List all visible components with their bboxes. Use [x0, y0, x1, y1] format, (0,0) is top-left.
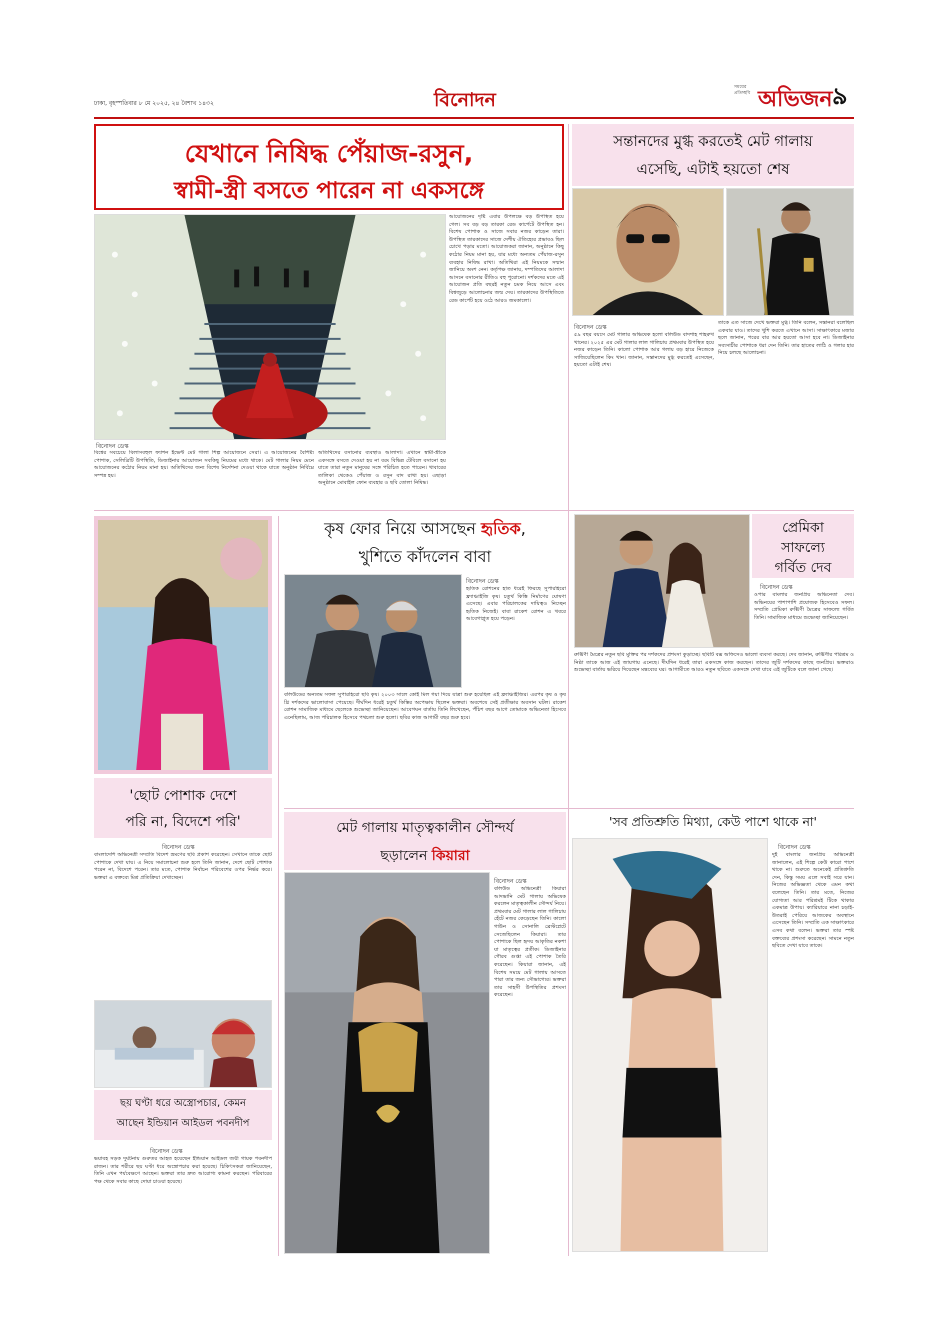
srk-title-line2: এসেছি, এটাই হয়তো শেষ [636, 160, 790, 178]
pawandeep-body: ভয়াবহ সড়ক দুর্ঘটনায় গুরুতর আহত হয়েছেন ইন্ডিয়ান আইডল জয়ী গায়ক পবনদীপ রাজন। তার শরীরে ছয় ঘণ্টা ধরে অস্ত্রোপচার করা হয়েছে। চিকিৎসকরা জানিয়েছেন, তিনি এখন পর্যবেক্ষণে আছেন। ভক্তরা তার দ্রুত আরোগ্য কামনা করছেন। পরিবারের পক্ষ থেকে সবার কাছে দোয়া চাওয়া হয়েছে। [94, 1156, 272, 1185]
section-divider-top [94, 510, 854, 511]
kiara-body: বলিউড অভিনেত্রী কিয়ারা আদভানি মেট গালায় অভিষেক করলেন মাতৃত্বকালীন সৌন্দর্য নিয়ে। প্রথমবার মেট গালার লাল গালিচায় হেঁটে নজর কেড়েছেন তিনি। কালো গাউন ও সোনালি ব্রেস্টপ্লেটে সেজেছিলেন কিয়ারা। তার পোশাকে ছিল হৃদয় আকৃতির নকশা যা মাতৃত্বের প্রতীক। ডিজাইনার গৌরব গুপ্তা এই পোশাক তৈরি করেছেন। কিয়ারা জানান, এই বিশেষ সময়ে মেট গালায় আসতে পারা তার জন্য সৌভাগ্যের। ভক্তরা তার সাহসী উপস্থিতির প্রশংসা করেছেন। [494, 886, 566, 999]
column-rule-left [278, 516, 279, 1256]
brand-name: অভিজন [758, 86, 833, 112]
masthead-rule [94, 117, 854, 119]
subhashree-byline: বিনোদন ডেস্ক [778, 844, 811, 851]
pawandeep-title-line2: আছেন ইন্ডিয়ান আইডল পবনদীপ [116, 1118, 250, 1129]
subhashree-photo [572, 838, 768, 1252]
krrish-photo [284, 574, 462, 688]
dev-byline: বিনোদন ডেস্ক [760, 584, 793, 591]
brand-tagline: সময়ের প্রতিচ্ছবি [734, 85, 751, 96]
lead-column-right: আয়োজনের দৃষ্টি এবার উপলক্ষে বড় উপস্থিত হয়ে গেল। সব বড় বড় তারকা রেড কার্পেটে উপস্থিত হন। বিশেষ পোশাক ও সাজে সবার নজর কাড়েন তারা। উপস্থিত তারকাদের সাজে দেশীয় ঐতিহ্যের প্রভাবও ছিল চোখে পড়ার মতো। আয়োজকরা জানান, অনুষ্ঠানে কিছু কঠোর নিয়ম মানা হয়, যার মধ্যে অন্যতম পেঁয়াজ-রসুন ব্যবহার নিষিদ্ধ রাখা। অতিথিরা এই নিয়মকে সম্মান জানিয়ে অংশ নেন। কর্তৃপক্ষ জানায়, দম্পতিদের আলাদা আসনে বসানোর রীতিও বহু পুরোনো। দর্শকদের মতে এই আয়োজন প্রতি বছরই নতুন চমক নিয়ে আসে এবং বিশ্বজুড়ে আলোচনার জন্ম দেয়। তারকাদের উপস্থিতিতে রেড কার্পেট হয়ে ওঠে আরও জমকালো। [449, 214, 564, 304]
krrish-headline [284, 514, 566, 570]
lead-title-line2: স্বামী-স্ত্রী বসতে পারেন না একসঙ্গে [173, 178, 485, 204]
lead-photo-metgala-stairs [94, 214, 446, 440]
pawandeep-title-line1: ছয় ঘণ্টা ধরে অস্ত্রোপচার, কেমন [120, 1098, 246, 1109]
lead-photo-caption: বিনোদন ডেস্ক [96, 443, 129, 450]
pawandeep-photo [94, 1000, 272, 1088]
priyanka-photo [94, 516, 272, 774]
dev-title-line2: সাফল্যে [781, 540, 825, 556]
dev-headline-box [752, 514, 854, 578]
subhashree-headline: 'সব প্রতিশ্রুতি মিথ্যা, কেউ পাশে থাকে না' [609, 814, 817, 829]
dev-title-line1: প্রেমিকা [782, 520, 824, 536]
priyanka-title-line2: পরি না, বিদেশে পরি' [125, 814, 241, 830]
dev-photo [574, 514, 750, 648]
srk-photo-fullbody [726, 188, 854, 316]
lead-column-bottom-2: অতিথিদের বসানোর ব্যবস্থাও আলাদা। এখানে স্বামী-স্ত্রীকে একসঙ্গে বসতে দেওয়া হয় না বরং বিভিন্ন টেবিলে বসানো হয় যাতে তারা নতুন মানুষের সঙ্গে পরিচিত হতে পারেন। খাবারের তালিকা থেকেও পেঁয়াজ ও রসুন বাদ রাখা হয়। এছাড়া অনুষ্ঠানে মোবাইল ফোন ব্যবহার ও ছবি তোলা নিষিদ্ধ। [318, 450, 446, 487]
lead-title-line1: যেখানে নিষিদ্ধ পেঁয়াজ-রসুন, [184, 139, 474, 168]
dev-title-line3: গর্বিত দেব [774, 560, 832, 576]
kiara-byline: বিনোদন ডেস্ক [494, 878, 527, 885]
krrish-byline: বিনোদন ডেস্ক [466, 578, 499, 585]
kiara-title-line1: মেট গালায় মাতৃত্বকালীন সৌন্দর্য [336, 820, 514, 836]
krrish-column-1: হৃতিক রোশনের হাত ধরেই ফিরছে সুপারহিরো ফ্র্যাঞ্চাইজি কৃষ। চতুর্থ কিস্তি নির্মাণের ঘোষণা এসেছে। এবার পরিচালকের দায়িত্বও নিচ্ছেন হৃতিক নিজেই। বাবা রাকেশ রোশন এ খবরে আবেগাপ্লুত হয়ে পড়েন। [466, 586, 566, 623]
krrish-title-part1: কৃষ ফোর নিয়ে আসছেন [324, 519, 482, 538]
srk-byline: বিনোদন ডেস্ক [574, 324, 607, 331]
lead-headline-box [94, 124, 564, 210]
srk-title-line1: সন্তানদের মুগ্ধ করতেই মেট গালায় [613, 132, 813, 150]
krrish-title-comma: , [520, 519, 526, 538]
kiara-headline-box [284, 812, 566, 870]
srk-photo-portrait [572, 188, 724, 316]
lead-column-bottom: বিশ্বের সবচেয়ে বিলাসবহুল ফ্যাশন ইভেন্ট মেট গালা শিল্প আয়োজনে সেরা। এ আয়োজনের বৈশিষ্ট্য পোশাক, সেলিব্রিটি উপস্থিতি, ডিজাইনার আয়োজন সবকিছু নিয়মের মধ্যে থাকে। মেট গালার নিয়ম মেনে আয়োজনের কঠোর নিয়ম মানা হয়। অতিথিদের জন্য বিশেষ নির্দেশনা দেওয়া থাকে যাতে অনুষ্ঠান নির্বিঘ্নে সম্পন্ন হয়। [94, 450, 314, 479]
srk-column-1: ৫৯ বছর বয়সে মেট গালার অভিষেক হলো বলিউড বাদশাহ শাহরুখ খানের। ২০২৫ এর মেট গালার লাল গালিচায় প্রথমবার উপস্থিত হয়ে নজর কাড়েন তিনি। কালো পোশাক আর গলায় বড় হারে নিজেকে সাজিয়েছিলেন কিং খান। জানান, সন্তানদের মুগ্ধ করতেই এসেছেন, হয়তো এটাই শেষ। [574, 332, 714, 369]
section-divider-middle [284, 808, 854, 809]
masthead [94, 80, 854, 118]
kiara-photo [284, 872, 490, 1254]
srk-column-2: তাকে এত সাজে দেখে ভক্তরা মুগ্ধ। তিনি বলেন, সন্তানরা বলেছিল একবার যাও। তাদের খুশি করতে এখানে আসা। সাক্ষাৎকারে মজার ছলে জানান, পরের বার আর হয়তো আসা হবে না। ডিজাইনার সব্যসাচীর পোশাকে ধরা দেন তিনি। তার হাতের লাঠি ও গলার হার নিয়ে চলছে আলোচনা। [718, 320, 854, 357]
brand-logo [734, 82, 834, 114]
priyanka-title-line1: 'ছোট পোশাক দেশে [129, 788, 237, 804]
krrish-title-line1 [284, 516, 566, 543]
krrish-title-hrithik: হৃতিক [481, 519, 521, 538]
dev-body: রুক্মিণী মৈত্রের নতুন ছবি মুক্তির পর দর্শকদের প্রশংসা কুড়াচ্ছে। ছবিটি বক্স অফিসেও ভালো ব্যবসা করছে। দেব জানান, রুক্মিণীর পরিশ্রম ও নিষ্ঠা তাকে আজ এই জায়গায় এনেছে। দীর্ঘদিন ধরেই তারা একসঙ্গে কাজ করছেন। তাদের জুটি দর্শকদের কাছে জনপ্রিয়। ভক্তরাও শুভেচ্ছা বার্তায় ভরিয়ে দিয়েছেন মন্তব্যের ঘর। আগামীতে আরও নতুন ছবিতে একসঙ্গে দেখা যাবে এই জুটিকে বলে জানা গেছে। [574, 652, 854, 674]
page-number: ৯ [832, 81, 848, 110]
priyanka-byline: বিনোদন ডেস্ক [162, 844, 195, 851]
column-rule-center [568, 124, 569, 1256]
srk-headline-box [572, 124, 854, 186]
section-title: বিনোদন [434, 89, 496, 111]
kiara-title-name: কিয়ারা [431, 848, 470, 864]
priyanka-headline-box [94, 778, 272, 838]
kiara-title-part1: ছড়ালেন [380, 848, 432, 864]
krrish-body: বলিউডের অন্যতম সফল সুপারহিরো ছবি কৃষ। ২০০৩ সালে কোই মিল গয়া দিয়ে যাত্রা শুরু হয়েছিল এই ফ্র্যাঞ্চাইজির। এরপর কৃষ ও কৃষ থ্রি দর্শকদের ভালোবাসা পেয়েছে। দীর্ঘদিন ধরেই চতুর্থ কিস্তির অপেক্ষায় ছিলেন ভক্তরা। অবশেষে সেই প্রতীক্ষার অবসান ঘটল। রাকেশ রোশন সামাজিক মাধ্যমে ছেলেকে শুভেচ্ছা জানিয়েছেন। আবেগঘন বার্তায় তিনি লিখেছেন, পঁচিশ বছর আগে তোমাকে অভিনেতা হিসেবে এনেছিলাম, আজ পরিচালক হিসেবে পথচলা শুরু হলো। ছবির কাজ আগামী বছর শুরু হবে। [284, 692, 566, 721]
subhashree-body: দুই বাংলার জনপ্রিয় অভিনেত্রী জানালেন, এই শিল্পে কেউ কারো পাশে থাকে না। শুরুতে অনেকেই প্রতিশ্রুতি দেন, কিন্তু সময় এলে সবাই সরে যান। নিজের অভিজ্ঞতা থেকে এমন কথা বলেছেন তিনি। তার মতে, নিজের যোগ্যতা আর পরিশ্রমই টিকে থাকার একমাত্র উপায়। ক্যারিয়ারে নানা চড়াই-উতরাই পেরিয়ে আজকের অবস্থানে এসেছেন তিনি। সম্প্রতি এক সাক্ষাৎকারে এসব কথা বলেন। ভক্তরা তার স্পষ্ট বক্তব্যের প্রশংসা করেছেন। সামনে নতুন ছবিতে দেখা যাবে তাকে। [772, 852, 854, 950]
dev-column-1: ওপার বাংলার জনপ্রিয় অভিনেতা দেব। অভিনয়ের পাশাপাশি প্রযোজক হিসেবেও সফল। সম্প্রতি প্রেমিকা রুক্মিণী মৈত্রের সাফল্যে গর্বিত তিনি। সামাজিক মাধ্যমে শুভেচ্ছা জানিয়েছেন। [754, 592, 854, 621]
dateline: ঢাকা, বৃহস্পতিবার ৮ মে ২০২৫, ২৪ বৈশাখ ১৪৩২ [94, 100, 214, 107]
krrish-title-line2: খুশিতে কাঁদলেন বাবা [358, 547, 492, 566]
priyanka-body: বাংলাদেশি অভিনেত্রী সম্প্রতি বিদেশ ভ্রমণের ছবি প্রকাশ করেছেন। সেখানে তাকে ছোট পোশাকে দেখা যায়। এ নিয়ে সমালোচনা শুরু হলে তিনি জানান, দেশে ছোট পোশাক পরেন না, বিদেশে পরেন। তার মতে, পোশাক নির্বাচন পরিবেশের ওপর নির্ভর করে। ভক্তরা এ বক্তব্যে মিশ্র প্রতিক্রিয়া দেখাচ্ছেন। [94, 852, 272, 881]
pawandeep-headline-box [94, 1090, 272, 1140]
kiara-title-line2 [284, 844, 566, 868]
pawandeep-byline: বিনোদন ডেস্ক [150, 1148, 183, 1155]
